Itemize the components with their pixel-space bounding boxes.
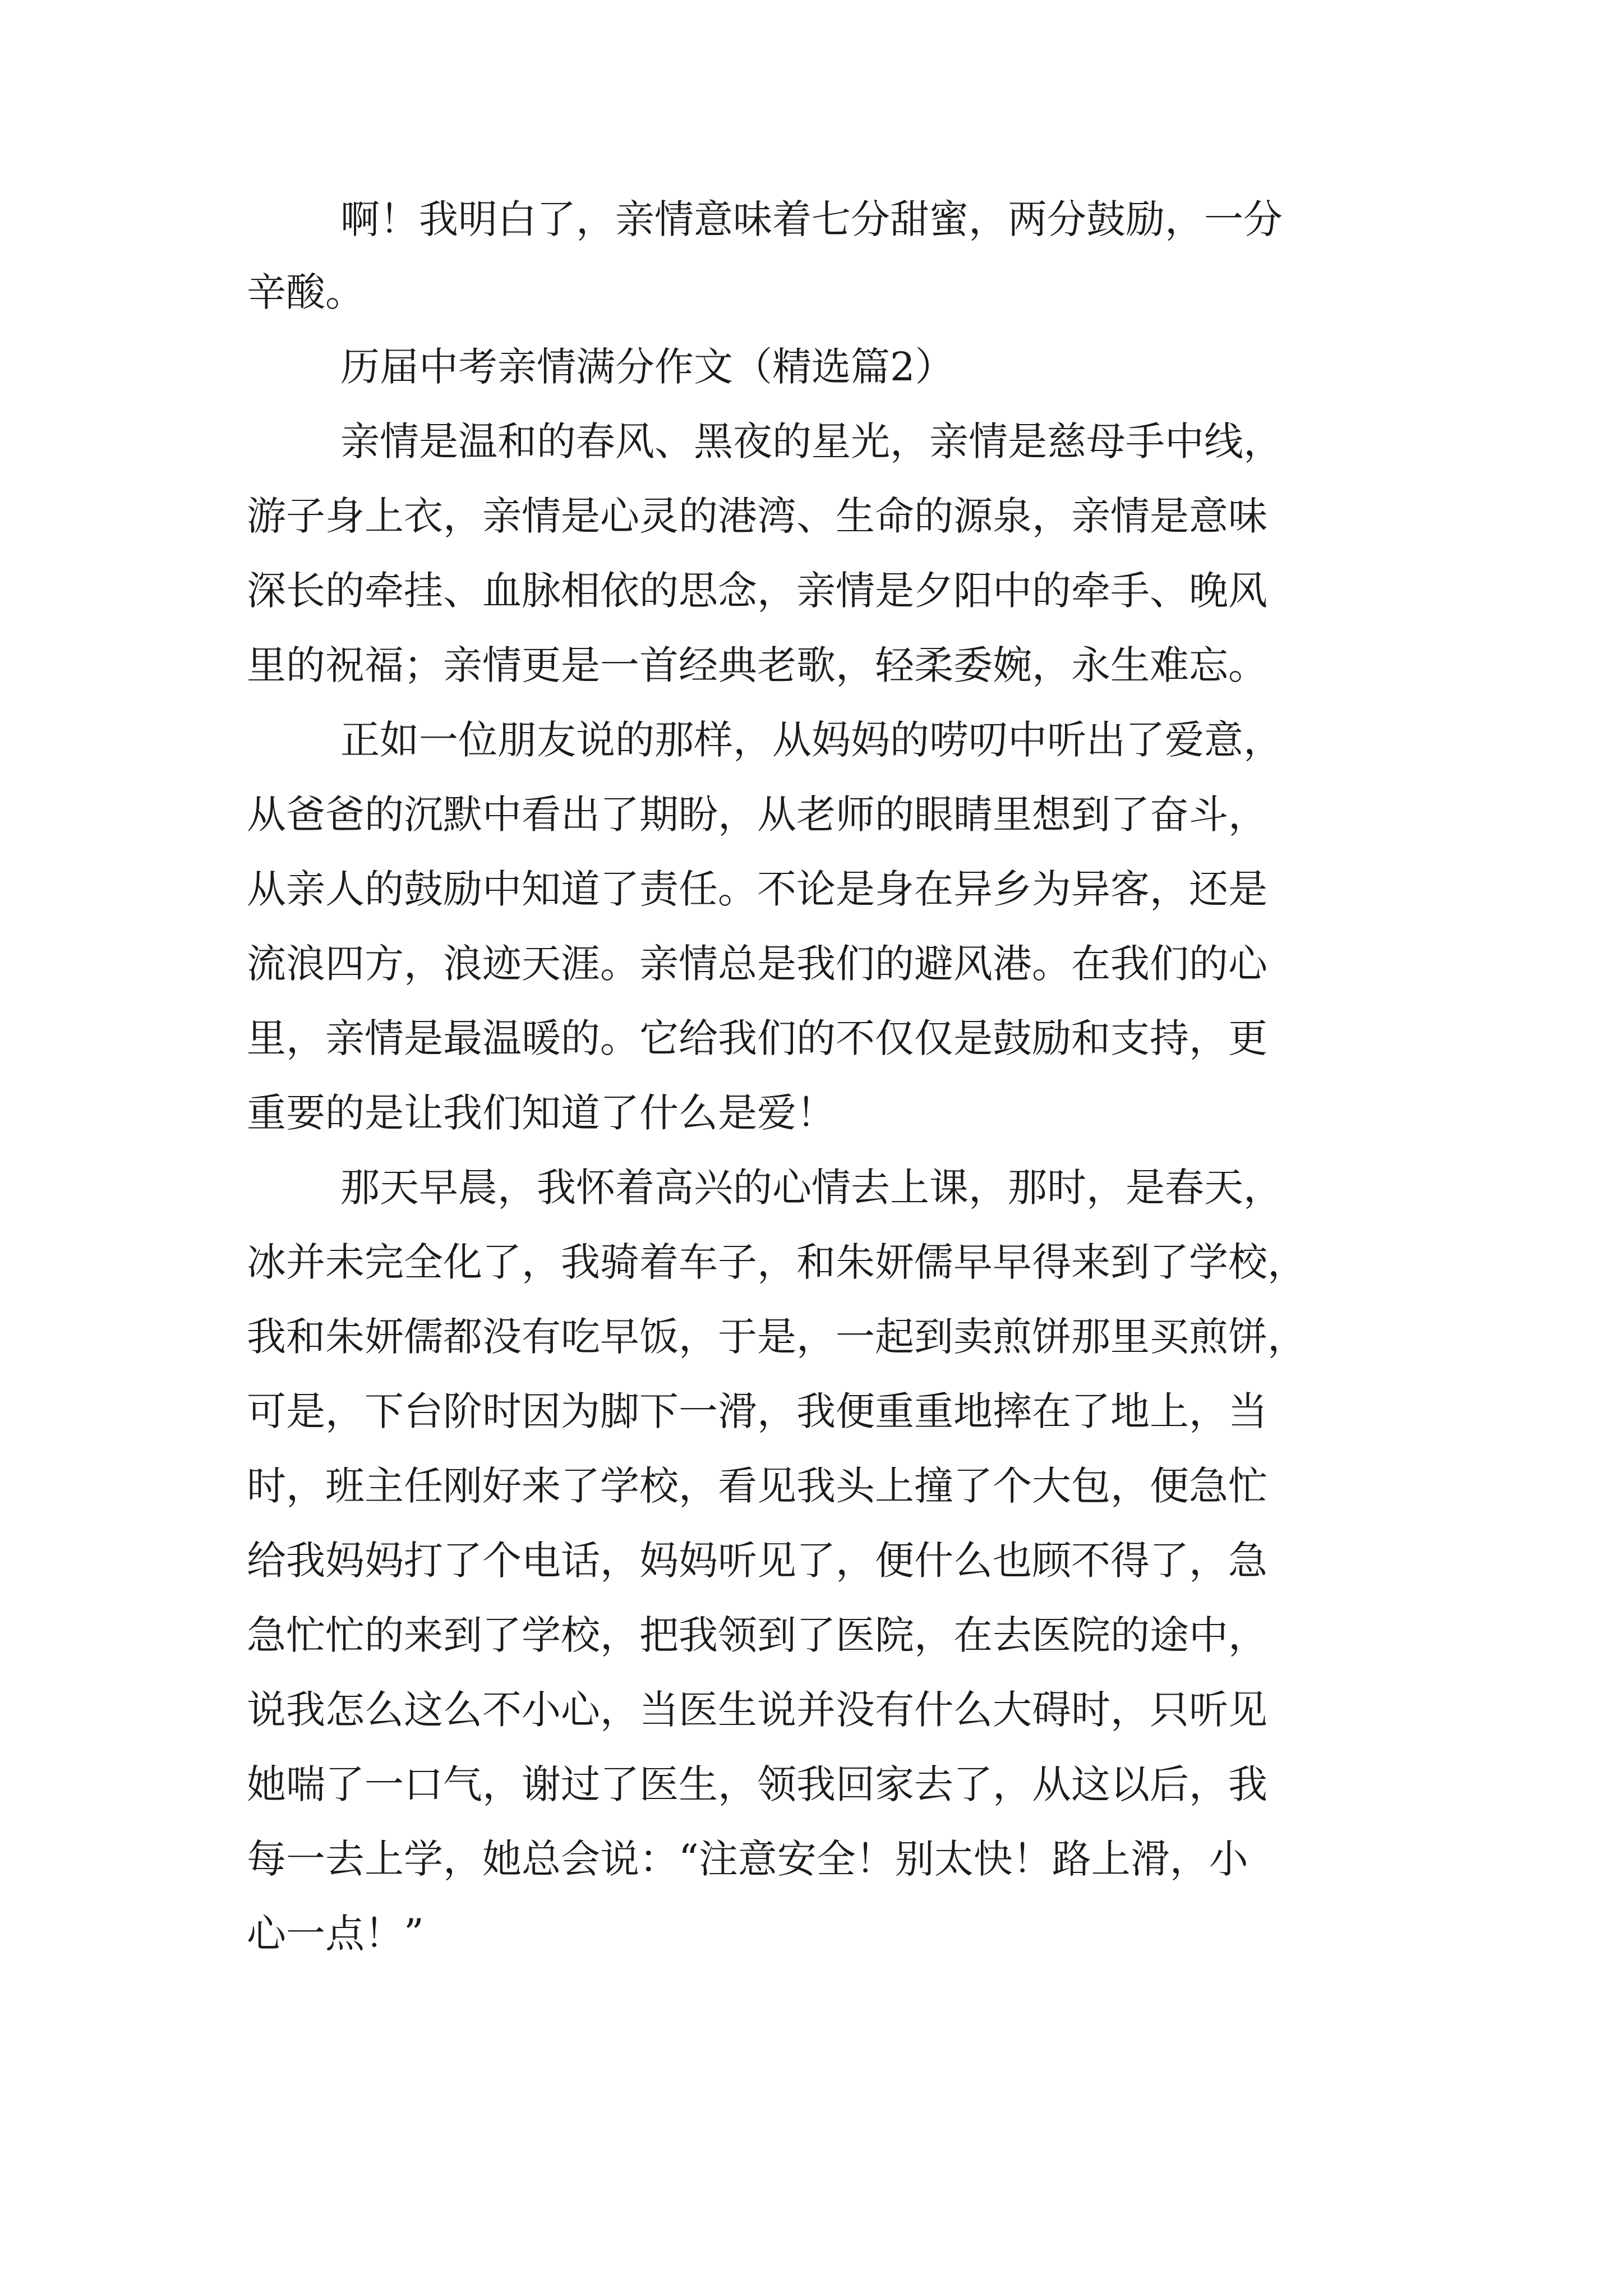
text-line: 急忙忙的来到了学校，把我领到了医院，在去医院的途中，: [247, 1612, 1267, 1658]
text-line: 里的祝福；亲情更是一首经典老歌，轻柔委婉，永生难忘。: [247, 642, 1267, 688]
text-line: 啊！我明白了，亲情意味着七分甜蜜，两分鼓励，一分: [340, 196, 1283, 242]
text-line: 我和朱妍儒都没有吃早饭，于是，一起到卖煎饼那里买煎饼，: [247, 1314, 1307, 1360]
text-line: 流浪四方，浪迹天涯。亲情总是我们的避风港。在我们的心: [247, 941, 1267, 987]
text-line: 里，亲情是最温暖的。它给我们的不仅仅是鼓励和支持，更: [247, 1015, 1267, 1061]
text-line: 冰并未完全化了，我骑着车子，和朱妍儒早早得来到了学校，: [247, 1239, 1307, 1285]
text-line: 辛酸。: [247, 269, 365, 315]
text-line: 深长的牵挂、血脉相依的思念，亲情是夕阳中的牵手、晚风: [247, 568, 1267, 614]
text-line: 她喘了一口气，谢过了医生，领我回家去了，从这以后，我: [247, 1761, 1267, 1807]
text-line: 说我怎么这么不小心，当医生说并没有什么大碍时，只听见: [247, 1687, 1267, 1733]
text-line: 那天早晨，我怀着高兴的心情去上课，那时，是春天，: [340, 1165, 1283, 1211]
text-line: 从爸爸的沉默中看出了期盼，从老师的眼睛里想到了奋斗，: [247, 792, 1267, 838]
text-line: 从亲人的鼓励中知道了责任。不论是身在异乡为异客，还是: [247, 866, 1267, 912]
text-line: 亲情是温和的春风、黑夜的星光，亲情是慈母手中线，: [340, 418, 1283, 464]
text-line: 心一点！”: [247, 1911, 424, 1957]
text-line: 游子身上衣，亲情是心灵的港湾、生命的源泉，亲情是意味: [247, 493, 1267, 539]
text-line: 正如一位朋友说的那样，从妈妈的唠叨中听出了爱意，: [340, 717, 1283, 763]
text-line: 每一去上学，她总会说：“注意安全！别太快！路上滑，小: [247, 1836, 1248, 1882]
section-heading: 历届中考亲情满分作文（精选篇2）: [340, 344, 955, 390]
text-line: 给我妈妈打了个电话，妈妈听见了，便什么也顾不得了，急: [247, 1538, 1267, 1584]
text-line: 重要的是让我们知道了什么是爱！: [247, 1090, 836, 1136]
text-line: 可是，下台阶时因为脚下一滑，我便重重地摔在了地上，当: [247, 1388, 1267, 1434]
text-line: 时，班主任刚好来了学校，看见我头上撞了个大包，便急忙: [247, 1463, 1267, 1509]
